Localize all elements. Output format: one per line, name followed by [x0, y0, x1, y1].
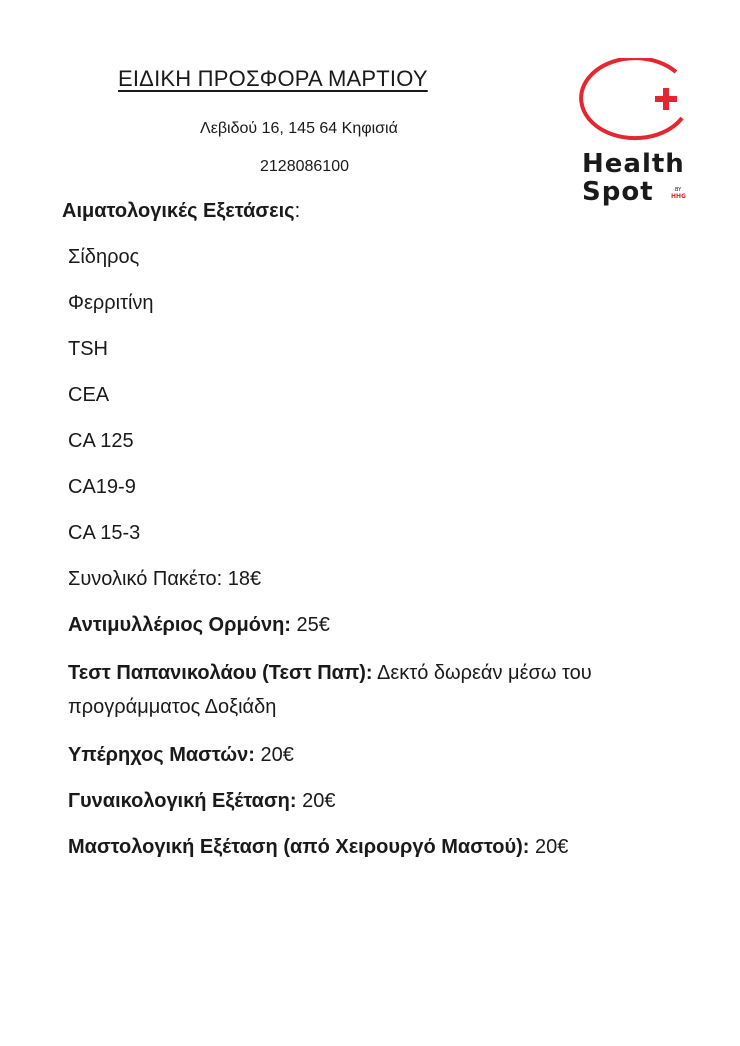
offer-amh: [68, 610, 708, 640]
offer-label: Υπέρηχος Μαστών:: [68, 744, 255, 766]
offer-label: Μαστολογική Εξέταση (από Χειρουργό Μαστού):: [68, 836, 530, 858]
address-text: Λεβιδού 16, 145 64 Κηφισιά: [200, 120, 398, 137]
logo-plus-horizontal: [655, 96, 677, 102]
offers-list: [68, 610, 708, 878]
logo-tag-brand: HHG: [671, 193, 686, 200]
blood-tests-heading-colon: :: [294, 200, 301, 222]
offer-value: 20€: [296, 790, 336, 812]
list-item: CA19-9: [68, 476, 136, 498]
blood-tests-list: [68, 242, 261, 610]
offer-breast-ultrasound: [68, 740, 708, 770]
offer-value: Δεκτό δωρεάν μέσω του προγράμματος Δοξιάδη: [68, 662, 592, 718]
logo-word-spot: Spot: [582, 177, 654, 207]
logo-word-health: Health: [582, 149, 685, 179]
offer-value: 20€: [254, 744, 294, 766]
offer-breast-exam: [68, 832, 708, 862]
offer-value: 20€: [529, 836, 569, 858]
page-title: ΕΙΔΙΚΗ ΠΡΟΣΦΟΡΑ ΜΑΡΤΙΟΥ: [118, 66, 428, 91]
list-item: CA 15-3: [68, 522, 141, 544]
offer-label: Αντιμυλλέριος Ορμόνη:: [68, 614, 291, 636]
offer-value: 25€: [290, 614, 330, 636]
logo-graphic: [578, 58, 702, 208]
offer-gynecological-exam: [68, 786, 708, 816]
offer-label: Τεστ Παπανικολάου (Τεστ Παπ):: [68, 662, 373, 684]
list-item: CA 125: [68, 430, 134, 452]
phone-number: 2128086100: [260, 158, 349, 175]
offer-label: Γυναικολογική Εξέταση:: [68, 790, 297, 812]
blood-tests-heading-text: Αιματολογικές Εξετάσεις: [62, 200, 295, 222]
list-item: TSH: [68, 338, 108, 360]
health-spot-logo: [578, 58, 702, 208]
list-item: CEA: [68, 384, 110, 406]
list-item: Φερριτίνη: [68, 292, 154, 314]
list-item: Σίδηρος: [68, 246, 140, 268]
package-total: Συνολικό Πακέτο: 18€: [68, 568, 262, 590]
logo-tag-by: BY: [675, 187, 682, 193]
blood-tests-heading: [62, 200, 300, 223]
offer-pap-test: [68, 656, 708, 724]
